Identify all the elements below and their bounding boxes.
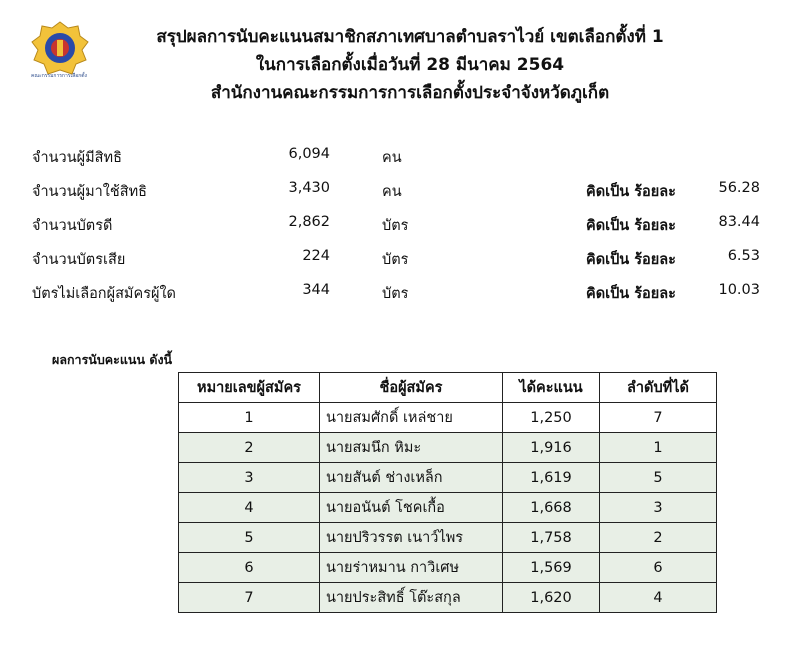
- percent-label: คิดเป็น ร้อยละ: [586, 286, 676, 302]
- percent-label: คิดเป็น ร้อยละ: [586, 184, 676, 200]
- candidate-rank: 5: [600, 463, 717, 493]
- column-header-number: หมายเลขผู้สมัคร: [179, 373, 320, 403]
- column-header-votes: ได้คะแนน: [503, 373, 600, 403]
- stat-row-eligible: [0, 146, 800, 170]
- stat-unit: คน: [382, 150, 402, 166]
- table-header-row: [179, 373, 717, 403]
- results-caption: ผลการนับคะแนน ดังนี้: [52, 352, 173, 367]
- candidate-rank: 3: [600, 493, 717, 523]
- percent-value: 6.53: [727, 248, 760, 264]
- candidate-number: 1: [179, 403, 320, 433]
- candidate-votes: 1,758: [503, 523, 600, 553]
- column-header-rank: ลำดับที่ได้: [600, 373, 717, 403]
- table-row: [179, 463, 717, 493]
- candidate-votes: 1,620: [503, 583, 600, 613]
- candidate-number: 4: [179, 493, 320, 523]
- candidate-name: นายอนันต์ โชคเกื้อ: [320, 493, 503, 523]
- stat-unit: คน: [382, 184, 402, 200]
- table-row: [179, 553, 717, 583]
- candidate-number: 7: [179, 583, 320, 613]
- results-table: [178, 372, 717, 613]
- stat-label: จำนวนบัตรเสีย: [32, 252, 126, 268]
- candidate-rank: 4: [600, 583, 717, 613]
- candidate-name: นายสมนึก หิมะ: [320, 433, 503, 463]
- candidate-name: นายร่าหมาน กาวิเศษ: [320, 553, 503, 583]
- candidate-rank: 6: [600, 553, 717, 583]
- candidate-votes: 1,619: [503, 463, 600, 493]
- stat-label: จำนวนผู้มีสิทธิ: [32, 150, 122, 166]
- logo-caption: คณะกรรมการการเลือกตั้ง: [31, 73, 87, 79]
- office-subtitle: สำนักงานคณะกรรมการการเลือกตั้งประจำจังหวัดภูเก็ต: [210, 83, 610, 103]
- candidate-number: 5: [179, 523, 320, 553]
- stat-value: 224: [302, 248, 330, 264]
- stat-row-valid-ballots: [0, 214, 800, 238]
- document-title: สรุปผลการนับคะแนนสมาชิกสภาเทศบาลตำบลราไวย์ เขตเลือกตั้งที่ 1: [156, 27, 664, 47]
- stat-row-turnout: [0, 180, 800, 204]
- candidate-votes: 1,250: [503, 403, 600, 433]
- stat-unit: บัตร: [382, 218, 409, 234]
- stat-label: จำนวนบัตรดี: [32, 218, 113, 234]
- table-row: [179, 433, 717, 463]
- candidate-name: นายสมศักดิ์ เหล่ชาย: [320, 403, 503, 433]
- table-row: [179, 583, 717, 613]
- stat-row-no-vote-ballots: [0, 282, 800, 306]
- percent-label: คิดเป็น ร้อยละ: [586, 218, 676, 234]
- candidate-rank: 7: [600, 403, 717, 433]
- candidate-name: นายปริวรรต เนาว์ไพร: [320, 523, 503, 553]
- percent-label: คิดเป็น ร้อยละ: [586, 252, 676, 268]
- table-row: [179, 523, 717, 553]
- stat-row-invalid-ballots: [0, 248, 800, 272]
- candidate-votes: 1,916: [503, 433, 600, 463]
- candidate-rank: 2: [600, 523, 717, 553]
- candidate-number: 6: [179, 553, 320, 583]
- candidate-name: นายสันต์ ช่างเหล็ก: [320, 463, 503, 493]
- stat-label: จำนวนผู้มาใช้สิทธิ: [32, 184, 147, 200]
- column-header-name: ชื่อผู้สมัคร: [320, 373, 503, 403]
- percent-value: 56.28: [718, 180, 760, 196]
- candidate-number: 2: [179, 433, 320, 463]
- candidate-votes: 1,668: [503, 493, 600, 523]
- stat-value: 344: [302, 282, 330, 298]
- election-date-subtitle: ในการเลือกตั้งเมื่อวันที่ 28 มีนาคม 2564: [255, 55, 565, 75]
- candidate-rank: 1: [600, 433, 717, 463]
- stat-unit: บัตร: [382, 286, 409, 302]
- percent-value: 83.44: [718, 214, 760, 230]
- candidate-number: 3: [179, 463, 320, 493]
- stat-label: บัตรไม่เลือกผู้สมัครผู้ใด: [32, 286, 176, 302]
- stat-unit: บัตร: [382, 252, 409, 268]
- table-row: [179, 493, 717, 523]
- candidate-name: นายประสิทธิ์ โต๊ะสกุล: [320, 583, 503, 613]
- stat-value: 3,430: [288, 180, 330, 196]
- candidate-votes: 1,569: [503, 553, 600, 583]
- table-row: [179, 403, 717, 433]
- stat-value: 6,094: [288, 146, 330, 162]
- percent-value: 10.03: [718, 282, 760, 298]
- stat-value: 2,862: [288, 214, 330, 230]
